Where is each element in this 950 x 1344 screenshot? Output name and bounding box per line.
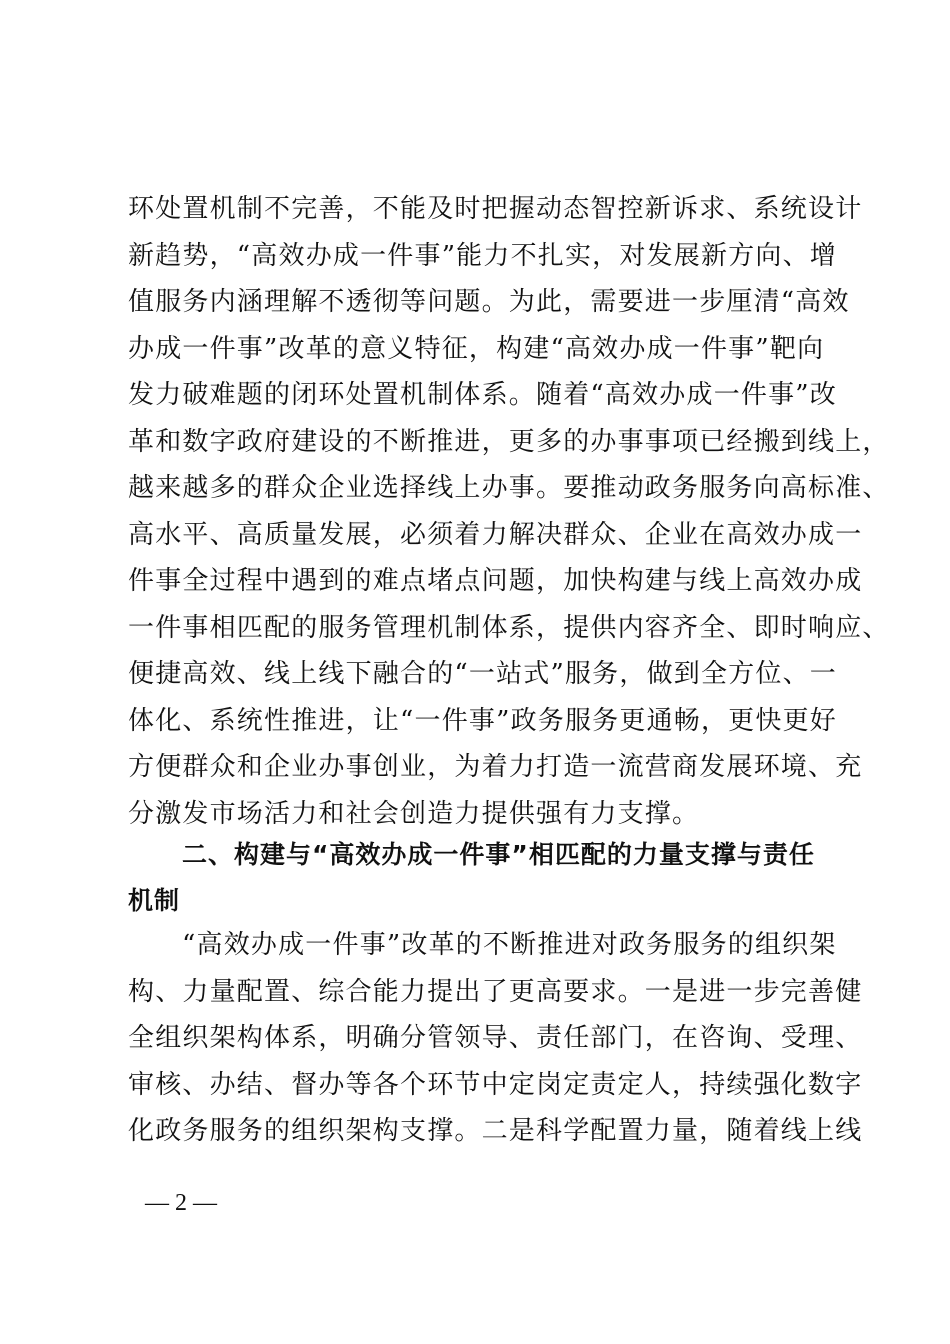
page-number: — 2 — [145, 1190, 217, 1216]
paragraph-2 [128, 922, 863, 1155]
text-line: “高效办成一件事”改革的不断推进对政务服务的组织架 [182, 930, 837, 960]
text-line: 新趋势，“高效办成一件事”能力不扎实，对发展新方向、增 [128, 240, 837, 271]
paragraph-1 [128, 186, 890, 837]
text-line: 便捷高效、线上线下融合的“一站式”服务，做到全方位、一 [128, 659, 837, 689]
text-line: 审核、办结、督办等各个环节中定岗定责定人，持续强化数字 [128, 1069, 863, 1100]
heading-line: 二、构建与“高效办成一件事”相匹配的力量支撑与责任 [182, 840, 815, 869]
text-line: 革和数字政府建设的不断推进，更多的办事事项已经搬到线上， [128, 426, 890, 457]
text-line: 化政务服务的组织架构支撑。二是科学配置力量，随着线上线 [128, 1116, 863, 1146]
text-line: 环处置机制不完善，不能及时把握动态智控新诉求、系统设计 [128, 194, 863, 224]
text-line: 构、力量配置、综合能力提出了更高要求。一是进一步完善健 [128, 976, 863, 1007]
text-line: 体化、系统性推进，让“一件事”政务服务更通畅，更快更好 [128, 705, 837, 736]
text-line: 值服务内涵理解不透彻等问题。为此，需要进一步厘清“高效 [128, 287, 850, 317]
text-line: 方便群众和企业办事创业，为着力打造一流营商发展环境、充 [128, 752, 863, 782]
text-line: 越来越多的群众企业选择线上办事。要推动政务服务向高标准、 [128, 473, 890, 503]
text-line: 件事全过程中遇到的难点堵点问题，加快构建与线上高效办成 [128, 566, 863, 596]
text-line: 一件事相匹配的服务管理机制体系，提供内容齐全、即时响应、 [128, 612, 890, 643]
text-line: 全组织架构体系，明确分管领导、责任部门，在咨询、受理、 [128, 1023, 863, 1053]
text-line: 高水平、高质量发展，必须着力解决群众、企业在高效办成一 [128, 519, 863, 550]
heading-line: 机制 [128, 886, 181, 915]
text-line: 分激发市场活力和社会创造力提供强有力支撑。 [128, 798, 700, 829]
text-line: 发力破难题的闭环处置机制体系。随着“高效办成一件事”改 [128, 380, 837, 410]
text-line: 办成一件事”改革的意义特征，构建“高效办成一件事”靶向 [128, 333, 825, 364]
section-heading [128, 832, 836, 924]
